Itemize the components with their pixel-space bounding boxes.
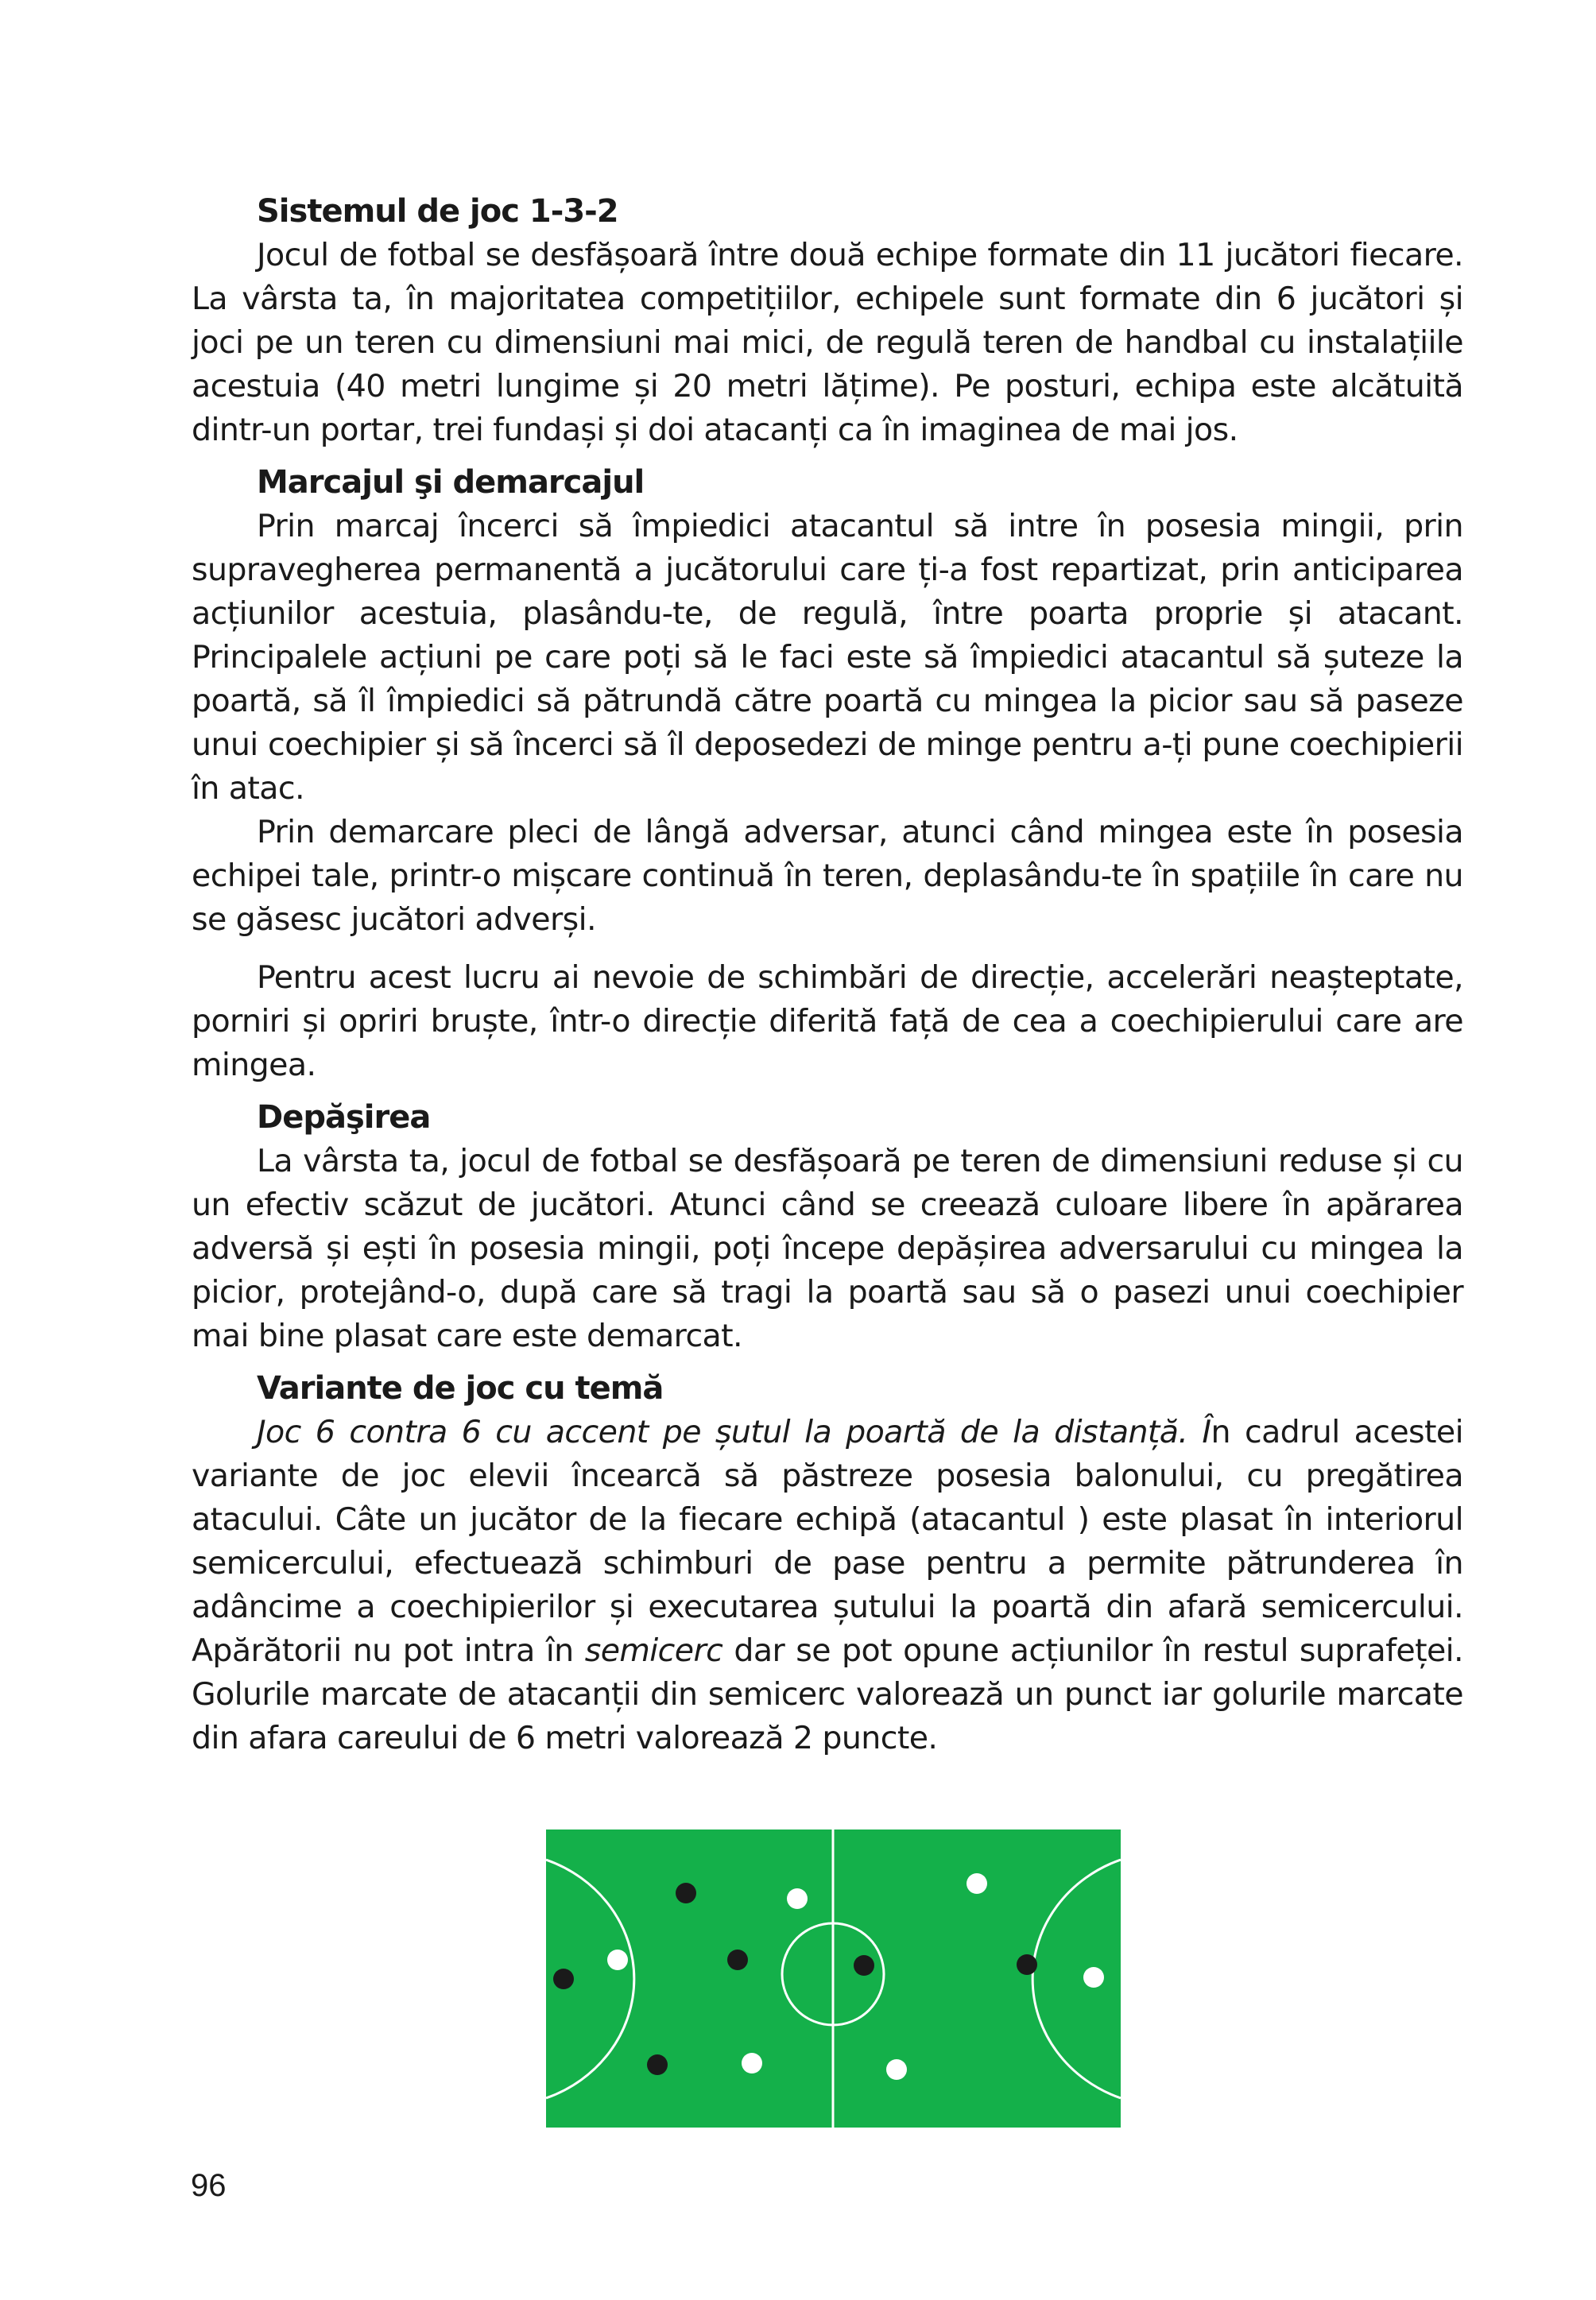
light-player (742, 2053, 762, 2073)
paragraph-marking: Prin marcaj încerci să împiedici atacantul să intre în posesia mingii, prin supravegherea permanentă a jucătorului care ți-a fost repartizat, prin anticiparea acțiunilor acestuia, plasându-te, de regulă, între poarta proprie și atacant. Principalele acțiuni pe care poți să le faci este să împiedici atacantul să șuteze la poartă, să îl împiedici să pătrundă către poartă cu mingea la picior sau să paseze unui coechipier și să încerci să îl deposedezi de minge pentru a-ți pune coechipierii în atac. (192, 508, 1463, 807)
variant-italic-word: semicerc (584, 1632, 723, 1669)
paragraph-game-system: Jocul de fotbal se desfășoară între două echipe formate din 11 jucători fiecare. La vârsta ta, în majoritatea competițiilor, echipele sunt formate din 6 jucători și joci pe un teren cu dimensiuni mai mici, de regulă teren de handbal cu instalațiile acestuia (40 metri lungime și 20 metri lățime). Pe posturi, echipa este alcătuită dintr-un portar, trei fundași și doi atacanți ca în imaginea de mai jos. (192, 237, 1463, 448)
heading-marking: Marcajul şi demarcajul (257, 464, 645, 501)
paragraph-direction-changes: Pentru acest lucru ai nevoie de schimbări de direcție, accelerări neașteptate, porniri și opriri bruște, într-o direcție diferită față de cea a coechipierului care are mingea. (192, 959, 1463, 1083)
dark-player-goalkeeper (553, 1969, 574, 1989)
variant-text-1: n cadrul acestei variante de joc elevii încearcă să păstreze posesia balonului, cu pregătirea atacului. Câte un jucător de la fiecare echipă (atacantul ) este plasat în interiorul semicercului, efectuează schimburi de pase pentru a permite pătrunderea în adâncime a coechipierilor și executarea șutului la poartă din afară semicercului. Apărătorii nu pot intra în (192, 1414, 1464, 1669)
dark-player (676, 1883, 696, 1903)
variant-title: Joc 6 contra 6 cu accent pe șutul la poartă de la distanță. Î (257, 1414, 1211, 1450)
heading-game-variants: Variante de joc cu temă (257, 1370, 664, 1407)
paragraph-unmarking: Prin demarcare pleci de lângă adversar, atunci când mingea este în posesia echipei tale, printr-o mișcare continuă în teren, deplasându-te în spațiile în care nu se găsesc jucători adverși. (192, 814, 1463, 938)
dark-player (727, 1950, 748, 1970)
page-content (192, 189, 1463, 1760)
light-player-goalkeeper (1083, 1967, 1104, 1988)
paragraph-dribbling: La vârsta ta, jocul de fotbal se desfășoară pe teren de dimensiuni reduse și cu un efectiv scăzut de jucători. Atunci când se creează culoare libere în apărarea adversă și ești în posesia mingii, poți începe depășirea adversarului cu mingea la picior, protejând-o, după care să tragi la poartă sau să o pasezi unui coechipier mai bine plasat care este demarcat. (192, 1143, 1463, 1354)
heading-dribbling: Depăşirea (257, 1099, 431, 1136)
dark-player (854, 1955, 874, 1976)
light-player (787, 1888, 808, 1909)
heading-game-system: Sistemul de joc 1-3-2 (257, 193, 618, 230)
light-player (967, 1873, 987, 1894)
light-player (607, 1950, 628, 1970)
variant-text-2: dar se pot opune acțiunilor în restul suprafeței. Golurile marcate de atacanții din semicerc valorează un punct iar golurile marcate din afara careului de 6 metri valorează 2 puncte. (192, 1632, 1463, 1756)
page-number: 96 (191, 2168, 227, 2203)
light-player (886, 2059, 907, 2080)
dark-player (1017, 1954, 1037, 1975)
dark-player (647, 2054, 668, 2075)
paragraph-game-variants (192, 1411, 1463, 1760)
handball-court-diagram (546, 1830, 1121, 2128)
